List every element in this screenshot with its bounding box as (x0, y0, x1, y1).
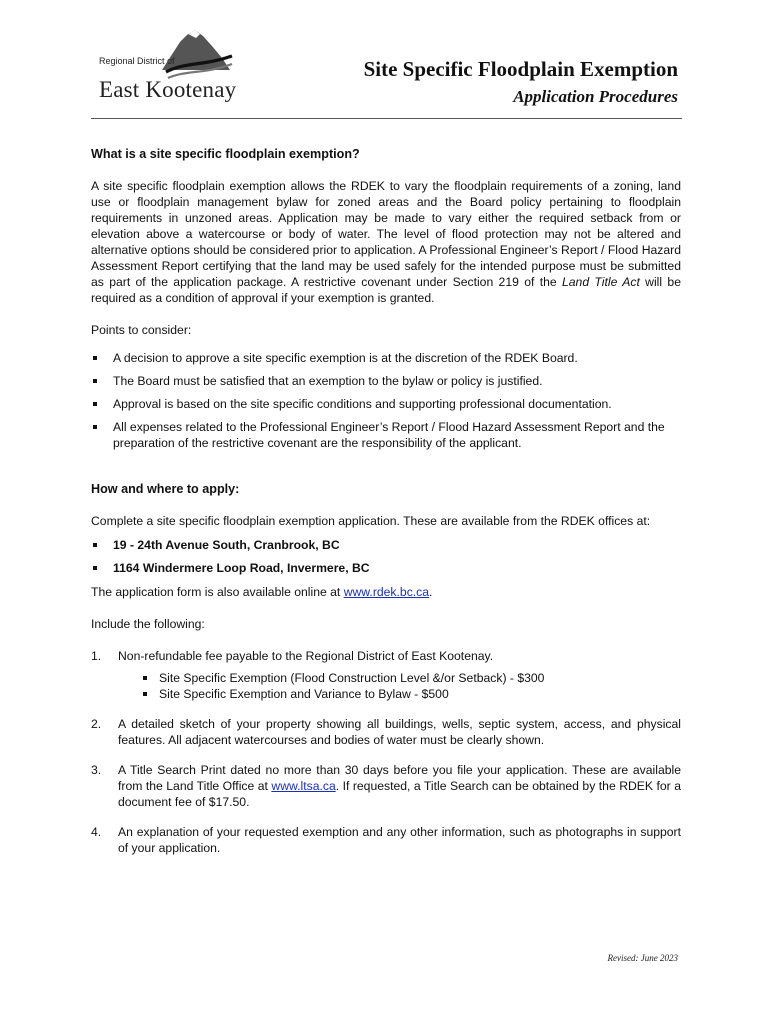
apply-intro: Complete a site specific floodplain exemption application. These are available from the RDEK offices at: (91, 514, 651, 528)
item-text: A Title Search Print dated no more than 30 days before you file your application. These are available from the Land Title Office at (118, 763, 681, 793)
item-text: An explanation of your requested exemption and any other information, such as photographs in support of your application. (118, 825, 681, 855)
land-title-act-text: Land Title Act (561, 275, 640, 289)
item-number: 2. (91, 717, 102, 731)
item-number: 3. (91, 763, 102, 777)
list-item: Approval is based on the site specific conditions and supporting professional documentation. (91, 396, 681, 412)
paragraph-end-text: will be required as a condition of approval if your exemption is granted. (91, 275, 681, 305)
logo-big-text: East Kootenay (99, 77, 237, 102)
list-item: The Board must be satisfied that an exemption to the bylaw or policy is justified. (91, 373, 681, 389)
list-item (91, 824, 681, 856)
document-body (91, 146, 681, 856)
office-list (91, 537, 681, 576)
list-item (91, 762, 681, 810)
ltsa-website-link[interactable]: www.ltsa.ca (271, 779, 336, 793)
page-subtitle: Application Procedures (513, 87, 678, 106)
item-number: 4. (91, 825, 102, 839)
points-list (91, 350, 681, 451)
fee-item: Site Specific Exemption (Flood Construction Level &/or Setback) - $300 (141, 670, 681, 686)
item-text-end: . If requested, a Title Search can be obtained by the RDEK for a document fee of $17.50. (118, 779, 681, 809)
online-availability (91, 584, 681, 600)
item-text: Non-refundable fee payable to the Regional District of East Kootenay. (118, 649, 494, 663)
section1-heading: What is a site specific floodplain exemption? (91, 147, 360, 161)
include-label: Include the following: (91, 617, 205, 631)
item-number: 1. (91, 649, 102, 663)
page-title: Site Specific Floodplain Exemption (363, 57, 678, 81)
online-period: . (429, 585, 433, 599)
rdek-website-link[interactable]: www.rdek.bc.ca (343, 585, 430, 599)
rdek-logo (96, 26, 236, 106)
online-text: The application form is also available online at (91, 585, 344, 599)
logo-small-text: Regional District of (99, 56, 175, 66)
section2-heading: How and where to apply: (91, 482, 240, 496)
fee-list (118, 670, 681, 702)
points-label: Points to consider: (91, 323, 192, 337)
item-text: A detailed sketch of your property showing all buildings, wells, septic system, access, and physical features. All adjacent watercourses and bodies of water must be clearly shown. (118, 717, 681, 747)
paragraph-main-text: A site specific floodplain exemption allows the RDEK to vary the floodplain requirements of a zoning, land use or floodplain management bylaw for zoned areas and the Board policy pertaining to floodplain requirements in unzoned areas. Application may be made to vary either the required setback from or elevation above a watercourse or body of water. The level of flood protection may not be altered and alternative options should be considered prior to application. A Professional Engineer’s Report / Flood Hazard Assessment Report certifying that the land may be used safely for the intended purpose must be submitted as part of the application package. A restrictive covenant under Section 219 of the (91, 179, 681, 289)
list-item: A decision to approve a site specific exemption is at the discretion of the RDEK Board. (91, 350, 681, 366)
requirements-list (91, 648, 681, 856)
header-divider (91, 118, 682, 119)
list-item: All expenses related to the Professional Engineer’s Report / Flood Hazard Assessment Report and the preparation of the restrictive covenant are the responsibility of the applicant. (91, 419, 681, 451)
section1-paragraph (91, 178, 681, 306)
fee-item: Site Specific Exemption and Variance to Bylaw - $500 (141, 686, 681, 702)
office-address: 19 - 24th Avenue South, Cranbrook, BC (91, 537, 681, 553)
list-item (91, 648, 681, 702)
revised-date: Revised: June 2023 (607, 953, 678, 963)
list-item (91, 716, 681, 748)
office-address: 1164 Windermere Loop Road, Invermere, BC (91, 560, 681, 576)
